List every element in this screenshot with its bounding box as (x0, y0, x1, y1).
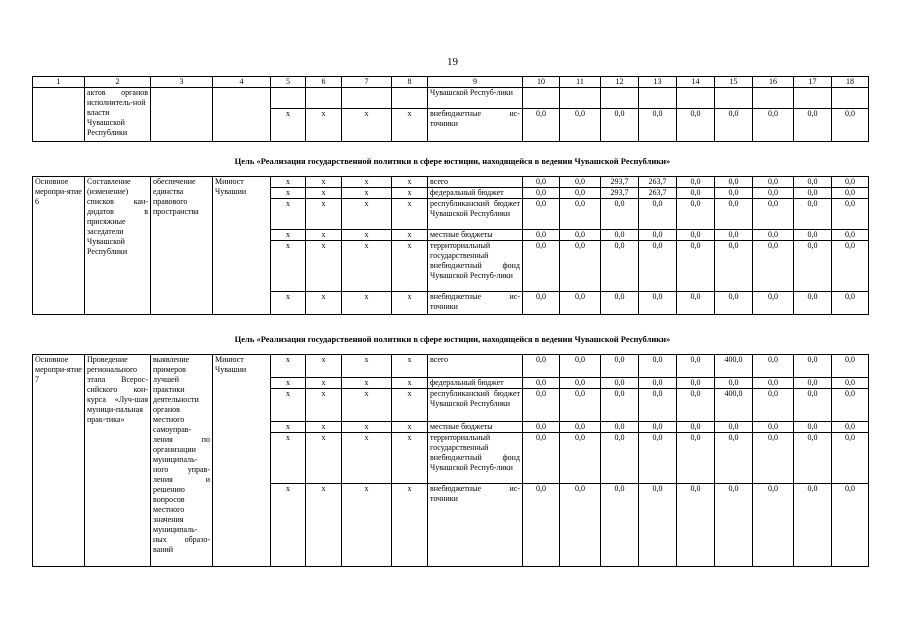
code-cell: х (392, 177, 428, 188)
value-cell: 0,0 (794, 177, 832, 188)
code-cell: х (306, 177, 342, 188)
funding-source: местные бюджеты (428, 422, 523, 433)
code-cell: х (306, 230, 342, 241)
value-cell: 0,0 (677, 389, 715, 422)
value-cell: 0,0 (523, 199, 560, 230)
value-cell: 0,0 (794, 484, 832, 567)
value-cell (832, 88, 869, 109)
funding-source: территориальный государственный внебюджетный фонд Чувашской Респуб-лики (428, 241, 523, 292)
column-number: 9 (428, 77, 523, 88)
value-cell: 0,0 (832, 199, 869, 230)
funding-source: местные бюджеты (428, 230, 523, 241)
result-cell (151, 88, 213, 142)
column-number: 7 (342, 77, 392, 88)
value-cell: 0,0 (523, 188, 560, 199)
funding-source: Чувашской Респуб-лики (428, 88, 523, 109)
value-cell: 0,0 (677, 109, 715, 142)
code-cell: х (271, 188, 306, 199)
funding-source: республиканский бюджет Чувашской Республики (428, 199, 523, 230)
executor-cell (213, 88, 271, 142)
value-cell: 0,0 (639, 422, 677, 433)
value-cell: 0,0 (560, 378, 601, 389)
value-cell: 400,0 (715, 355, 753, 378)
code-cell: х (392, 230, 428, 241)
value-cell: 0,0 (715, 484, 753, 567)
value-cell: 0,0 (794, 378, 832, 389)
value-cell (560, 88, 601, 109)
measure-6-table (32, 176, 869, 315)
code-cell (392, 88, 428, 109)
column-number: 8 (392, 77, 428, 88)
value-cell (639, 88, 677, 109)
value-cell: 0,0 (523, 433, 560, 484)
value-cell: 0,0 (601, 109, 639, 142)
value-cell (753, 88, 794, 109)
value-cell: 0,0 (715, 199, 753, 230)
code-cell: х (342, 199, 392, 230)
code-cell: х (271, 177, 306, 188)
value-cell: 0,0 (639, 484, 677, 567)
value-cell: 0,0 (523, 378, 560, 389)
expected-result: выявление примеров лучшей практики деятельности органов местного самоуправ-ления по организации муниципаль-ного управ-ления и решению вопросов местного значения муниципаль-ных образо-ваний (151, 355, 213, 567)
value-cell: 0,0 (523, 177, 560, 188)
value-cell: 0,0 (753, 378, 794, 389)
column-number: 17 (794, 77, 832, 88)
value-cell: 0,0 (523, 355, 560, 378)
value-cell: 0,0 (753, 188, 794, 199)
executor: Минюст Чувашии (213, 355, 271, 567)
column-number: 16 (753, 77, 794, 88)
code-cell: х (392, 389, 428, 422)
value-cell: 0,0 (639, 433, 677, 484)
value-cell: 0,0 (753, 199, 794, 230)
value-cell: 0,0 (794, 422, 832, 433)
code-cell: х (392, 378, 428, 389)
code-cell: х (306, 422, 342, 433)
code-cell: х (306, 109, 342, 142)
value-cell: 0,0 (639, 292, 677, 315)
value-cell: 0,0 (560, 199, 601, 230)
value-cell: 0,0 (832, 230, 869, 241)
value-cell: 0,0 (560, 177, 601, 188)
column-number: 2 (85, 77, 151, 88)
value-cell: 0,0 (794, 389, 832, 422)
code-cell: х (271, 378, 306, 389)
funding-source: республиканский бюджет Чувашской Республики (428, 389, 523, 422)
value-cell: 0,0 (639, 389, 677, 422)
code-cell: х (306, 199, 342, 230)
value-cell: 0,0 (677, 188, 715, 199)
column-number: 12 (601, 77, 639, 88)
code-cell: х (271, 389, 306, 422)
value-cell: 0,0 (560, 422, 601, 433)
value-cell: 400,0 (715, 389, 753, 422)
column-number: 14 (677, 77, 715, 88)
value-cell: 0,0 (794, 292, 832, 315)
page-number: 19 (447, 56, 458, 68)
code-cell: х (306, 241, 342, 292)
value-cell: 0,0 (601, 389, 639, 422)
code-cell: х (392, 484, 428, 567)
value-cell: 0,0 (753, 241, 794, 292)
value-cell: 0,0 (639, 355, 677, 378)
column-number: 5 (271, 77, 306, 88)
executor: Минюст Чувашии (213, 177, 271, 315)
value-cell: 0,0 (601, 484, 639, 567)
value-cell: 263,7 (639, 188, 677, 199)
value-cell: 0,0 (601, 241, 639, 292)
code-cell: х (271, 422, 306, 433)
value-cell: 0,0 (832, 355, 869, 378)
funding-source: федеральный бюджет (428, 188, 523, 199)
column-number: 1 (33, 77, 85, 88)
value-cell: 0,0 (832, 188, 869, 199)
value-cell: 0,0 (794, 355, 832, 378)
code-cell: х (271, 433, 306, 484)
code-cell: х (342, 389, 392, 422)
code-cell: х (392, 422, 428, 433)
funding-source: внебюджетные ис-точники (428, 292, 523, 315)
table-row (33, 177, 869, 188)
funding-source: внебюджетные ис-точники (428, 484, 523, 567)
value-cell: 0,0 (832, 241, 869, 292)
value-cell: 0,0 (523, 292, 560, 315)
measure-7-table (32, 354, 869, 567)
value-cell: 0,0 (715, 230, 753, 241)
value-cell: 0,0 (601, 230, 639, 241)
code-cell: х (342, 109, 392, 142)
table-row (33, 355, 869, 378)
funding-source: всего (428, 177, 523, 188)
value-cell: 0,0 (753, 389, 794, 422)
code-cell: х (306, 355, 342, 378)
value-cell: 0,0 (677, 230, 715, 241)
code-cell: х (271, 109, 306, 142)
value-cell: 0,0 (832, 389, 869, 422)
value-cell: 0,0 (677, 177, 715, 188)
value-cell: 0,0 (715, 378, 753, 389)
column-number: 13 (639, 77, 677, 88)
value-cell: 0,0 (677, 241, 715, 292)
goal-heading-2: Цель «Реализация государственной политики в сфере юстиции, находящейся в ведении Чувашской Республики» (234, 334, 671, 344)
value-cell: 263,7 (639, 177, 677, 188)
value-cell: 0,0 (715, 292, 753, 315)
code-cell: х (392, 292, 428, 315)
value-cell (523, 88, 560, 109)
value-cell: 0,0 (753, 109, 794, 142)
value-cell: 0,0 (560, 230, 601, 241)
value-cell: 0,0 (677, 433, 715, 484)
value-cell: 0,0 (601, 422, 639, 433)
value-cell: 0,0 (832, 433, 869, 484)
measure-name: актов органов исполнитель-ной власти Чувашской Республики (85, 88, 151, 142)
value-cell: 0,0 (832, 292, 869, 315)
code-cell (342, 88, 392, 109)
code-cell: х (392, 355, 428, 378)
value-cell: 0,0 (677, 199, 715, 230)
code-cell: х (306, 378, 342, 389)
value-cell: 0,0 (560, 389, 601, 422)
value-cell: 0,0 (715, 188, 753, 199)
value-cell: 0,0 (560, 188, 601, 199)
header-row (33, 77, 869, 88)
code-cell: х (342, 177, 392, 188)
measure-status: Основное меропри-ятие 6 (33, 177, 85, 315)
value-cell: 0,0 (677, 378, 715, 389)
code-cell: х (271, 292, 306, 315)
code-cell (271, 88, 306, 109)
value-cell: 0,0 (753, 230, 794, 241)
code-cell: х (342, 292, 392, 315)
code-cell: х (342, 484, 392, 567)
code-cell: х (306, 433, 342, 484)
column-number: 18 (832, 77, 869, 88)
value-cell: 0,0 (677, 355, 715, 378)
code-cell: х (271, 230, 306, 241)
value-cell: 0,0 (601, 433, 639, 484)
value-cell: 0,0 (753, 355, 794, 378)
value-cell: 0,0 (794, 199, 832, 230)
value-cell: 0,0 (832, 177, 869, 188)
value-cell: 0,0 (560, 484, 601, 567)
code-cell: х (271, 484, 306, 567)
code-cell: х (271, 241, 306, 292)
value-cell: 293,7 (601, 177, 639, 188)
value-cell: 0,0 (753, 292, 794, 315)
value-cell: 0,0 (560, 109, 601, 142)
value-cell: 0,0 (794, 188, 832, 199)
goal-heading-1: Цель «Реализация государственной политики в сфере юстиции, находящейся в ведении Чувашской Республики» (234, 156, 671, 166)
value-cell: 0,0 (523, 422, 560, 433)
column-number: 15 (715, 77, 753, 88)
value-cell: 0,0 (601, 378, 639, 389)
value-cell: 0,0 (560, 355, 601, 378)
code-cell: х (342, 422, 392, 433)
value-cell: 0,0 (601, 355, 639, 378)
value-cell: 0,0 (601, 199, 639, 230)
column-number: 4 (213, 77, 271, 88)
code-cell: х (271, 355, 306, 378)
value-cell: 0,0 (523, 484, 560, 567)
funding-source: федеральный бюджет (428, 378, 523, 389)
value-cell: 293,7 (601, 188, 639, 199)
value-cell: 0,0 (753, 177, 794, 188)
value-cell (601, 88, 639, 109)
value-cell: 0,0 (523, 109, 560, 142)
value-cell: 0,0 (715, 241, 753, 292)
column-number: 11 (560, 77, 601, 88)
value-cell (677, 88, 715, 109)
value-cell: 0,0 (715, 177, 753, 188)
code-cell: х (342, 378, 392, 389)
value-cell: 0,0 (677, 422, 715, 433)
value-cell: 0,0 (677, 292, 715, 315)
value-cell: 0,0 (523, 389, 560, 422)
value-cell: 0,0 (523, 230, 560, 241)
status-cell (33, 88, 85, 142)
funding-source: внебюджетные ис-точники (428, 109, 523, 142)
code-cell: х (392, 188, 428, 199)
code-cell: х (392, 433, 428, 484)
value-cell: 0,0 (560, 433, 601, 484)
value-cell: 0,0 (753, 484, 794, 567)
value-cell (794, 88, 832, 109)
value-cell: 0,0 (715, 433, 753, 484)
value-cell: 0,0 (560, 292, 601, 315)
code-cell: х (392, 109, 428, 142)
code-cell: х (306, 389, 342, 422)
value-cell: 0,0 (832, 109, 869, 142)
value-cell: 0,0 (753, 422, 794, 433)
value-cell: 0,0 (639, 109, 677, 142)
code-cell: х (306, 188, 342, 199)
value-cell: 0,0 (639, 199, 677, 230)
table-row (33, 88, 869, 109)
code-cell: х (342, 188, 392, 199)
column-number: 10 (523, 77, 560, 88)
continuation-table (32, 76, 869, 142)
value-cell: 0,0 (601, 292, 639, 315)
funding-source: всего (428, 355, 523, 378)
value-cell: 0,0 (639, 241, 677, 292)
value-cell: 0,0 (639, 230, 677, 241)
code-cell: х (306, 292, 342, 315)
value-cell: 0,0 (715, 109, 753, 142)
code-cell: х (342, 230, 392, 241)
value-cell: 0,0 (832, 484, 869, 567)
code-cell (306, 88, 342, 109)
value-cell: 0,0 (832, 422, 869, 433)
code-cell: х (392, 199, 428, 230)
column-number: 3 (151, 77, 213, 88)
expected-result: обеспечение единства правового пространства (151, 177, 213, 315)
measure-name: Проведение регионального этапа Всерос-сийского кон-курса «Луч-шая муници-пальная прак-тика» (85, 355, 151, 567)
funding-source: территориальный государственный внебюджетный фонд Чувашской Респуб-лики (428, 433, 523, 484)
value-cell: 0,0 (523, 241, 560, 292)
measure-status: Основное меропри-ятие 7 (33, 355, 85, 567)
value-cell: 0,0 (794, 109, 832, 142)
value-cell: 0,0 (715, 422, 753, 433)
value-cell: 0,0 (560, 241, 601, 292)
code-cell: х (342, 241, 392, 292)
value-cell: 0,0 (832, 378, 869, 389)
value-cell: 0,0 (794, 433, 832, 484)
value-cell: 0,0 (794, 241, 832, 292)
code-cell: х (342, 433, 392, 484)
value-cell: 0,0 (794, 230, 832, 241)
value-cell: 0,0 (639, 378, 677, 389)
code-cell: х (342, 355, 392, 378)
column-number: 6 (306, 77, 342, 88)
value-cell: 0,0 (677, 484, 715, 567)
code-cell: х (392, 241, 428, 292)
value-cell (715, 88, 753, 109)
code-cell: х (271, 199, 306, 230)
code-cell: х (306, 484, 342, 567)
value-cell: 0,0 (753, 433, 794, 484)
measure-name: Составление (изменение) списков кан-дидатов в присяжные заседатели Чувашской Республики (85, 177, 151, 315)
